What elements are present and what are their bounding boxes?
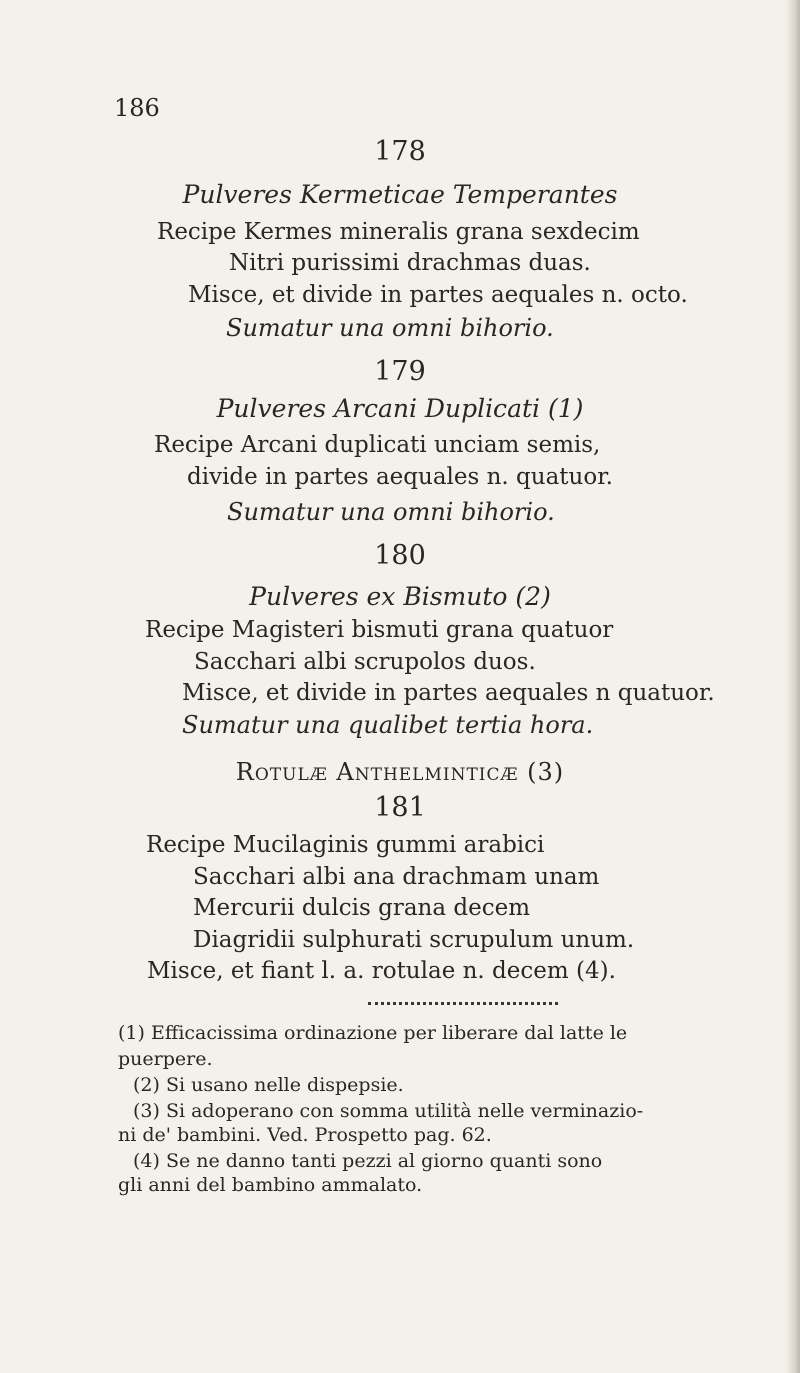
section-number: 181 (374, 792, 426, 823)
recipe-line: Mercurii dulcis grana decem (193, 895, 531, 921)
recipe-line: Recipe Magisteri bismuti grana quatuor (145, 617, 614, 643)
recipe-line: Nitri purissimi drachmas duas. (229, 250, 591, 276)
footnote-divider (368, 1002, 558, 1005)
footnote-line: (2) Si usano nelle dispepsie. (133, 1074, 404, 1096)
section-title: Pulveres Kermeticae Temperantes (182, 180, 618, 209)
section-number: 178 (374, 136, 426, 167)
recipe-line: Sacchari albi ana drachmam unam (193, 864, 600, 890)
section-number: 179 (374, 356, 426, 387)
footnote-line: gli anni del bambino ammalato. (118, 1174, 423, 1196)
recipe-line: Misce, et divide in partes aequales n quatuor. (182, 680, 715, 706)
footnote-line: (1) Efficacissima ordinazione per liberare dal latte le (118, 1022, 628, 1044)
recipe-line: Diagridii sulphurati scrupulum unum. (193, 927, 635, 953)
recipe-closing: Sumatur una omni bihorio. (226, 314, 554, 342)
footnote-line: (3) Si adoperano con somma utilità nelle verminazio- (133, 1100, 644, 1122)
footnote-line: (4) Se ne danno tanti pezzi al giorno quanti sono (133, 1150, 603, 1172)
recipe-closing: Sumatur una qualibet tertia hora. (182, 711, 594, 739)
recipe-line: Sacchari albi scrupolos duos. (194, 649, 536, 675)
recipe-line: divide in partes aequales n. quatuor. (187, 464, 613, 490)
recipe-line: Recipe Kermes mineralis grana sexdecim (157, 219, 640, 245)
footnote-line: ni de' bambini. Ved. Prospetto pag. 62. (118, 1124, 492, 1146)
recipe-line: Recipe Mucilaginis gummi arabici (146, 832, 545, 858)
recipe-line: Misce, et divide in partes aequales n. octo. (188, 282, 688, 308)
page-number: 186 (114, 94, 160, 122)
section-heading: Rotulæ Anthelminticæ (3) (235, 758, 565, 786)
section-title: Pulveres Arcani Duplicati (1) (216, 394, 584, 423)
section-number: 180 (374, 540, 426, 571)
footnote-line: puerpere. (118, 1048, 213, 1070)
recipe-line: Misce, et fiant l. a. rotulae n. decem (4). (147, 958, 616, 984)
recipe-closing: Sumatur una omni bihorio. (227, 498, 555, 526)
recipe-line: Recipe Arcani duplicati unciam semis, (154, 432, 601, 458)
section-title: Pulveres ex Bismuto (2) (249, 582, 551, 611)
